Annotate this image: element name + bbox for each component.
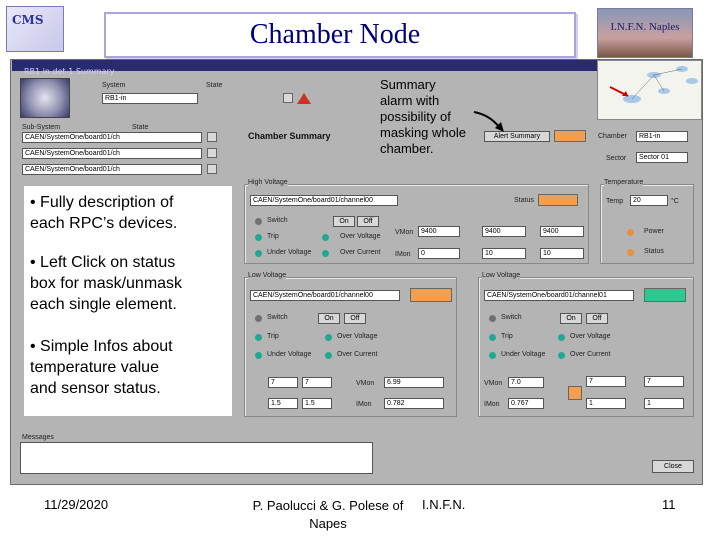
sector-label: Sector bbox=[606, 155, 627, 162]
lv-right-title: Low Voltage bbox=[482, 272, 521, 279]
temp-field[interactable]: 20 bbox=[630, 195, 668, 206]
lv-left-vmon-label: VMon bbox=[356, 380, 375, 387]
hv-v0-field[interactable]: 9400 bbox=[482, 226, 526, 237]
hv-undervoltage-led[interactable] bbox=[255, 250, 262, 257]
lv-left-v1-field[interactable]: 7 bbox=[302, 377, 332, 388]
lv-right-v1-field[interactable]: 7 bbox=[644, 376, 684, 387]
lv-right-off-button[interactable]: Off bbox=[586, 313, 608, 324]
hierarchy-graph-icon bbox=[598, 61, 703, 121]
lv-right-vmon-field[interactable]: 7.0 bbox=[508, 377, 544, 388]
cms-logo bbox=[6, 6, 64, 52]
lv-left-vmon-field[interactable]: 6.99 bbox=[384, 377, 444, 388]
lv-left-off-button[interactable]: Off bbox=[344, 313, 366, 324]
lv-right-channel-path[interactable]: CAEN/SystemOne/board01/channel01 bbox=[484, 290, 634, 301]
lv-right-undervoltage-led[interactable] bbox=[489, 352, 496, 359]
lv-right-i1-field[interactable]: 1 bbox=[644, 398, 684, 409]
lv-left-v0-field[interactable]: 7 bbox=[268, 377, 298, 388]
hv-trip-led[interactable] bbox=[255, 234, 262, 241]
hv-overcurrent-led[interactable] bbox=[322, 250, 329, 257]
footer-page-number: 11 bbox=[662, 497, 676, 512]
chamber-field[interactable]: RB1-in bbox=[636, 131, 688, 142]
lv-left-imon-field[interactable]: 0.782 bbox=[384, 398, 444, 409]
window-title: RB1 in det 1 Summary bbox=[24, 67, 115, 76]
system-label: System bbox=[102, 82, 126, 89]
temp-status-led[interactable] bbox=[627, 249, 634, 256]
lv-right-vmon-label: VMon bbox=[484, 380, 503, 387]
lv-right-overvoltage-label: Over Voltage bbox=[570, 333, 611, 340]
slide-title-box bbox=[104, 12, 576, 58]
messages-area[interactable] bbox=[20, 442, 373, 474]
hv-channel-path[interactable]: CAEN/SystemOne/board01/channel00 bbox=[250, 195, 398, 206]
alert-summary-button[interactable]: Alert Summary bbox=[484, 131, 550, 142]
lv-left-overcurrent-led[interactable] bbox=[325, 352, 332, 359]
system-field[interactable]: RB1-in bbox=[102, 93, 198, 104]
hv-undervoltage-label: Under Voltage bbox=[267, 249, 312, 256]
hv-switch-led[interactable] bbox=[255, 218, 262, 225]
bullet-2: • Left Click on status box for mask/unmask each single element. bbox=[30, 254, 183, 313]
lv-right-status-box[interactable] bbox=[644, 288, 686, 302]
subsystem-row-1-button[interactable] bbox=[207, 132, 217, 142]
lv-right-on-button[interactable]: On bbox=[560, 313, 582, 324]
hv-overvoltage-label: Over Voltage bbox=[340, 233, 381, 240]
hv-trip-label: Trip bbox=[267, 233, 279, 240]
hv-imon-label: IMon bbox=[395, 251, 411, 258]
lv-right-trip-led[interactable] bbox=[489, 334, 496, 341]
lv-right-switch-led[interactable] bbox=[489, 315, 496, 322]
footer-date: 11/29/2020 bbox=[44, 497, 109, 512]
lv-left-overvoltage-led[interactable] bbox=[325, 334, 332, 341]
lv-left-status-box[interactable] bbox=[410, 288, 452, 302]
subsystem-row-2-button[interactable] bbox=[207, 148, 217, 158]
slide-title: Chamber Node bbox=[249, 19, 421, 50]
footer-org: I.N.F.N. bbox=[422, 497, 466, 512]
temp-unit: °C bbox=[671, 198, 679, 205]
lv-left-undervoltage-led[interactable] bbox=[255, 352, 262, 359]
footer-authors: P. Paolucci & G. Polese of Napes bbox=[252, 498, 404, 531]
hv-vmon-field[interactable]: 9400 bbox=[418, 226, 460, 237]
hv-vmon-label: VMon bbox=[395, 229, 414, 236]
lv-right-mini-status[interactable] bbox=[568, 386, 582, 400]
hv-status-box[interactable] bbox=[538, 194, 578, 206]
close-button[interactable]: Close bbox=[652, 460, 694, 473]
subsystem-row-3-button[interactable] bbox=[207, 164, 217, 174]
subsystem-label: Sub-System bbox=[22, 124, 61, 131]
chamber-label: Chamber bbox=[598, 133, 627, 140]
lv-left-imon-label: IMon bbox=[356, 401, 372, 408]
chamber-summary-status[interactable] bbox=[554, 130, 586, 142]
lv-left-trip-label: Trip bbox=[267, 333, 279, 340]
lv-left-switch-label: Switch bbox=[267, 314, 288, 321]
lv-left-switch-led[interactable] bbox=[255, 315, 262, 322]
bullet-1: • Fully description of each RPC’s devices. bbox=[30, 194, 178, 232]
bullet-overlay bbox=[24, 186, 232, 416]
hierarchy-thumbnail bbox=[597, 60, 702, 120]
sector-field[interactable]: Sector 01 bbox=[636, 152, 688, 163]
lv-right-trip-label: Trip bbox=[501, 333, 513, 340]
lv-right-v0-field[interactable]: 7 bbox=[586, 376, 626, 387]
subsystem-row-3[interactable]: CAEN/SystemOne/board01/ch bbox=[22, 164, 202, 175]
lv-left-trip-led[interactable] bbox=[255, 334, 262, 341]
state-label: State bbox=[206, 82, 223, 89]
infn-logo-text: I.N.F.N. Naples bbox=[610, 21, 680, 33]
lv-right-overcurrent-led[interactable] bbox=[558, 352, 565, 359]
messages-label: Messages bbox=[22, 434, 54, 441]
temp-power-label: Power bbox=[644, 228, 664, 235]
lv-left-on-button[interactable]: On bbox=[318, 313, 340, 324]
hv-i0-field[interactable]: 10 bbox=[482, 248, 526, 259]
lv-left-i0-field[interactable]: 1.5 bbox=[268, 398, 298, 409]
lv-left-undervoltage-label: Under Voltage bbox=[267, 351, 312, 358]
temp-power-led[interactable] bbox=[627, 229, 634, 236]
lv-right-i0-field[interactable]: 1 bbox=[586, 398, 626, 409]
lv-right-imon-field[interactable]: 0.767 bbox=[508, 398, 544, 409]
infn-logo bbox=[597, 8, 693, 58]
lv-left-overcurrent-label: Over Current bbox=[337, 351, 378, 358]
temperature-title: Temperature bbox=[604, 179, 644, 186]
hv-imon-field[interactable]: 0 bbox=[418, 248, 460, 259]
hv-on-button[interactable]: On bbox=[333, 216, 355, 227]
temp-status-label: Status bbox=[644, 248, 664, 255]
subsystem-row-2[interactable]: CAEN/SystemOne/board01/ch bbox=[22, 148, 202, 159]
hv-v1-field[interactable]: 9400 bbox=[540, 226, 584, 237]
lv-left-title: Low Voltage bbox=[248, 272, 287, 279]
lv-left-channel-path[interactable]: CAEN/SystemOne/board01/channel00 bbox=[250, 290, 400, 301]
hv-off-button[interactable]: Off bbox=[357, 216, 379, 227]
lv-left-overvoltage-label: Over Voltage bbox=[337, 333, 378, 340]
lv-left-i1-field[interactable]: 1.5 bbox=[302, 398, 332, 409]
hv-overvoltage-led[interactable] bbox=[322, 234, 329, 241]
cms-detector-logo bbox=[20, 78, 70, 118]
subsystem-row-1[interactable]: CAEN/SystemOne/board01/ch bbox=[22, 132, 202, 143]
hv-switch-label: Switch bbox=[267, 217, 288, 224]
hv-i1-field[interactable]: 10 bbox=[540, 248, 584, 259]
temp-label: Temp bbox=[606, 198, 624, 205]
callout-text: Summary alarm with possibility of masking whole chamber. bbox=[380, 77, 466, 156]
subsystem-state-label: State bbox=[132, 124, 149, 131]
chamber-summary-label: Chamber Summary bbox=[248, 131, 331, 141]
lv-right-undervoltage-label: Under Voltage bbox=[501, 351, 546, 358]
hv-status-label: Status bbox=[514, 197, 534, 204]
callout-arrow-icon bbox=[470, 108, 510, 134]
hv-overcurrent-label: Over Current bbox=[340, 249, 381, 256]
system-state-button[interactable] bbox=[283, 93, 293, 103]
high-voltage-title: High Voltage bbox=[248, 179, 288, 186]
cms-logo-text: CMS bbox=[12, 13, 44, 27]
bullet-3: • Simple Infos about temperature value and sensor status. bbox=[30, 338, 173, 397]
lv-right-overvoltage-led[interactable] bbox=[558, 334, 565, 341]
warning-icon bbox=[297, 93, 311, 104]
lv-right-imon-label: IMon bbox=[484, 401, 500, 408]
lv-right-switch-label: Switch bbox=[501, 314, 522, 321]
lv-right-overcurrent-label: Over Current bbox=[570, 351, 611, 358]
